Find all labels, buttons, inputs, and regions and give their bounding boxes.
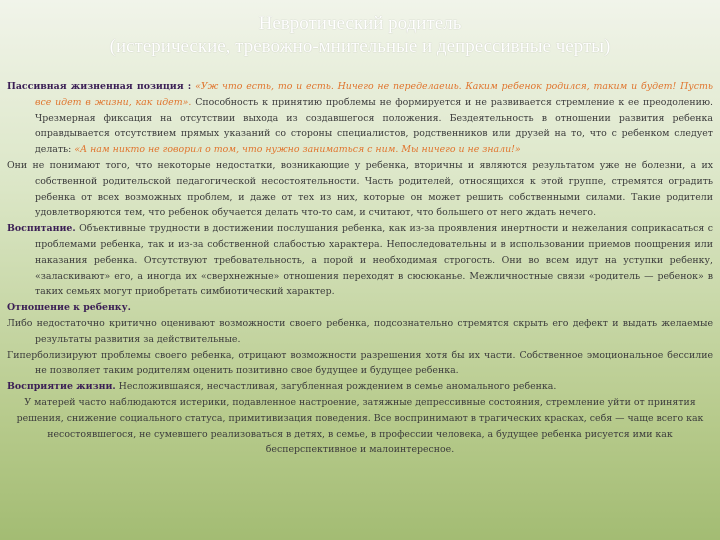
passive-position-label: Пассивная жизненная позиция : xyxy=(7,81,192,92)
life-perception-text: Несложившаяся, несчастливая, загубленная рождением в семье аномального ребенка. xyxy=(118,381,557,393)
passive-position-paragraph xyxy=(7,79,713,158)
passive-position-quote-2: «А нам никто не говорил о том, что нужно заниматься с ним. Мы ничего и не знали!» xyxy=(74,144,521,156)
slide-content xyxy=(7,79,713,458)
title-line-2: (истерические, тревожно-мнительные и депрессивные черты) xyxy=(109,36,611,57)
upbringing-text: Объективные трудности в достижении послушания ребенка, как из-за проявления инертности и нежелания соприкасаться с проблемами ребенка, так и из-за собственной слабостью характера. Непоследовательны и в использовании приемов поощрения или наказания ребенка. Отсутствуют требовательность, а порой и необходимая строгость. Они во всем идут на уступки ребенку, «заласкивают» его, а иногда их «сверхнежные» отношения переходят в сюсюканье. Межличностные связи «родитель — ребенок» в таких семьях могут приобретать симбиотический характер. xyxy=(35,223,713,298)
attitude-heading xyxy=(7,300,713,316)
attitude-paragraph-b: Гиперболизируют проблемы своего ребенка, отрицают возможности разрешения хотя бы их части. Собственное эмоциональное бессилие не позволяет таким родителям оценить позитивно свое будущее и будущее ребенка. xyxy=(7,349,713,377)
title-line-1: Невротический родитель xyxy=(258,13,462,34)
mothers-paragraph: У матерей часто наблюдаются истерики, подавленное настроение, затяжные депрессивные состояния, стремление уйти от принятия решения, снижение социального статуса, примитивизация поведения. Все воспринимают в трагических красках, себя — чаще всего как несостоявшегося, не сумевшего реализоваться в детях, в семье, в профессии человека, а будущее ребенка рисуется ими как бесперспективное и малоинтересное. xyxy=(16,396,704,456)
misunderstanding-paragraph: Они не понимают того, что некоторые недостатки, возникающие у ребенка, вторичны и являются результатом уже не болезни, а их собственной родительской педагогической несостоятельности. Часть родителей, относящихся к этой группе, стремятся оградить ребенка от всех возможных проблем, и даже от тех из них, которые он может решить собственными силами. Такие родители удовлетворяются тем, что ребенок обучается делать что-то сам, и считают, что большего от него ждать нечего. xyxy=(7,159,713,219)
attitude-paragraph-a: Либо недостаточно критично оценивают возможности своего ребенка, подсознательно стремятся скрыть его дефект и выдать желаемые результаты развития за действительные. xyxy=(7,317,713,345)
life-perception-paragraph xyxy=(7,379,713,395)
slide-title xyxy=(0,12,720,58)
upbringing-paragraph xyxy=(7,221,713,300)
attitude-label: Отношение к ребенку. xyxy=(7,302,131,314)
upbringing-label: Воспитание. xyxy=(7,223,76,235)
life-perception-label: Восприятие жизни. xyxy=(7,381,116,393)
passive-position-text: Способность к принятию проблемы не формируется и не развивается стремление к ее преодолению. Чрезмерная фиксация на отсутствии выхода из создавшегося положения. Бездеятельность в отношении развития ребенка оправдывается отсутствием прямых указаний со стороны специалистов, родственников или друзей на то, что с ребенком следует делать: xyxy=(35,96,713,156)
passive-position-quote: «Уж что есть, то и есть. Ничего не переделаешь. Каким ребенок родился, таким и будет! Пусть все идет в жизни, как идет». xyxy=(35,81,713,108)
